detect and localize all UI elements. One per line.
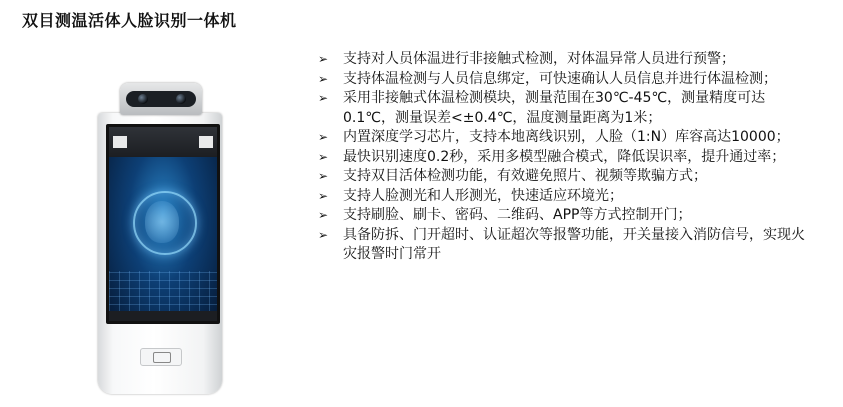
sensor-window: [113, 136, 127, 148]
arrow-bullet-icon: ➢: [318, 149, 329, 164]
arrow-bullet-icon: ➢: [318, 227, 329, 242]
arrow-bullet-icon: ➢: [318, 169, 329, 183]
feature-text: 采用非接触式体温检测模块，测量范围在30℃-45℃，测量精度可达0.1℃，测量误差<±0.4℃，温度测量距离为1米；: [343, 90, 766, 126]
face-icon: [145, 201, 179, 243]
camera-lens-icon: [138, 94, 148, 104]
card-icon: [153, 352, 171, 363]
face-recognition-terminal-image: [98, 80, 222, 394]
sensor-window: [199, 136, 213, 148]
feature-text: 支持双目活体检测功能，有效避免照片、视频等欺骗方式；: [343, 168, 707, 184]
feature-text: 内置深度学习芯片，支持本地离线识别，人脸（1:N）库容高达10000；: [343, 129, 790, 145]
feature-text: 支持人脸测光和人形测光，快速适应环境光；: [343, 187, 623, 204]
feature-text: 支持体温检测与人员信息绑定，可快速确认人员信息并进行体温检测；: [343, 70, 777, 87]
arrow-bullet-icon: ➢: [318, 208, 329, 222]
list-item: [318, 187, 808, 207]
list-item: [318, 206, 808, 226]
feature-text: 支持刷脸、刷卡、密码、二维码、APP等方式控制开门；: [343, 207, 692, 223]
binocular-camera-module: [120, 83, 202, 115]
arrow-bullet-icon: ➢: [318, 91, 329, 105]
list-item: [318, 70, 808, 90]
arrow-bullet-icon: ➢: [318, 71, 329, 86]
page-title: 双目测温活体人脸识别一体机: [22, 11, 237, 30]
feature-text: 最快识别速度0.2秒，采用多模型融合模式，降低误识率，提升通过率；: [343, 148, 786, 165]
card-reader: [140, 348, 182, 366]
list-item: [318, 148, 808, 168]
camera-strip: [126, 91, 196, 107]
arrow-bullet-icon: ➢: [318, 52, 329, 66]
list-item: [318, 89, 808, 128]
arrow-bullet-icon: ➢: [318, 130, 329, 144]
camera-lens-icon: [176, 94, 186, 104]
list-item: [318, 128, 808, 148]
list-item: [318, 226, 808, 265]
feature-text: 支持对人员体温进行非接触式检测，对体温异常人员进行预警；: [343, 51, 735, 67]
device-screen: [106, 124, 220, 324]
arrow-bullet-icon: ➢: [318, 188, 329, 203]
screen-bezel-bottom: [109, 311, 217, 321]
feature-text: 具备防拆、门开超时、认证超次等报警功能，开关量接入消防信号，实现火灾报警时门常开: [343, 226, 805, 262]
screen-header: [109, 127, 217, 157]
list-item: [318, 50, 808, 70]
feature-list: [318, 50, 808, 265]
list-item: [318, 167, 808, 187]
